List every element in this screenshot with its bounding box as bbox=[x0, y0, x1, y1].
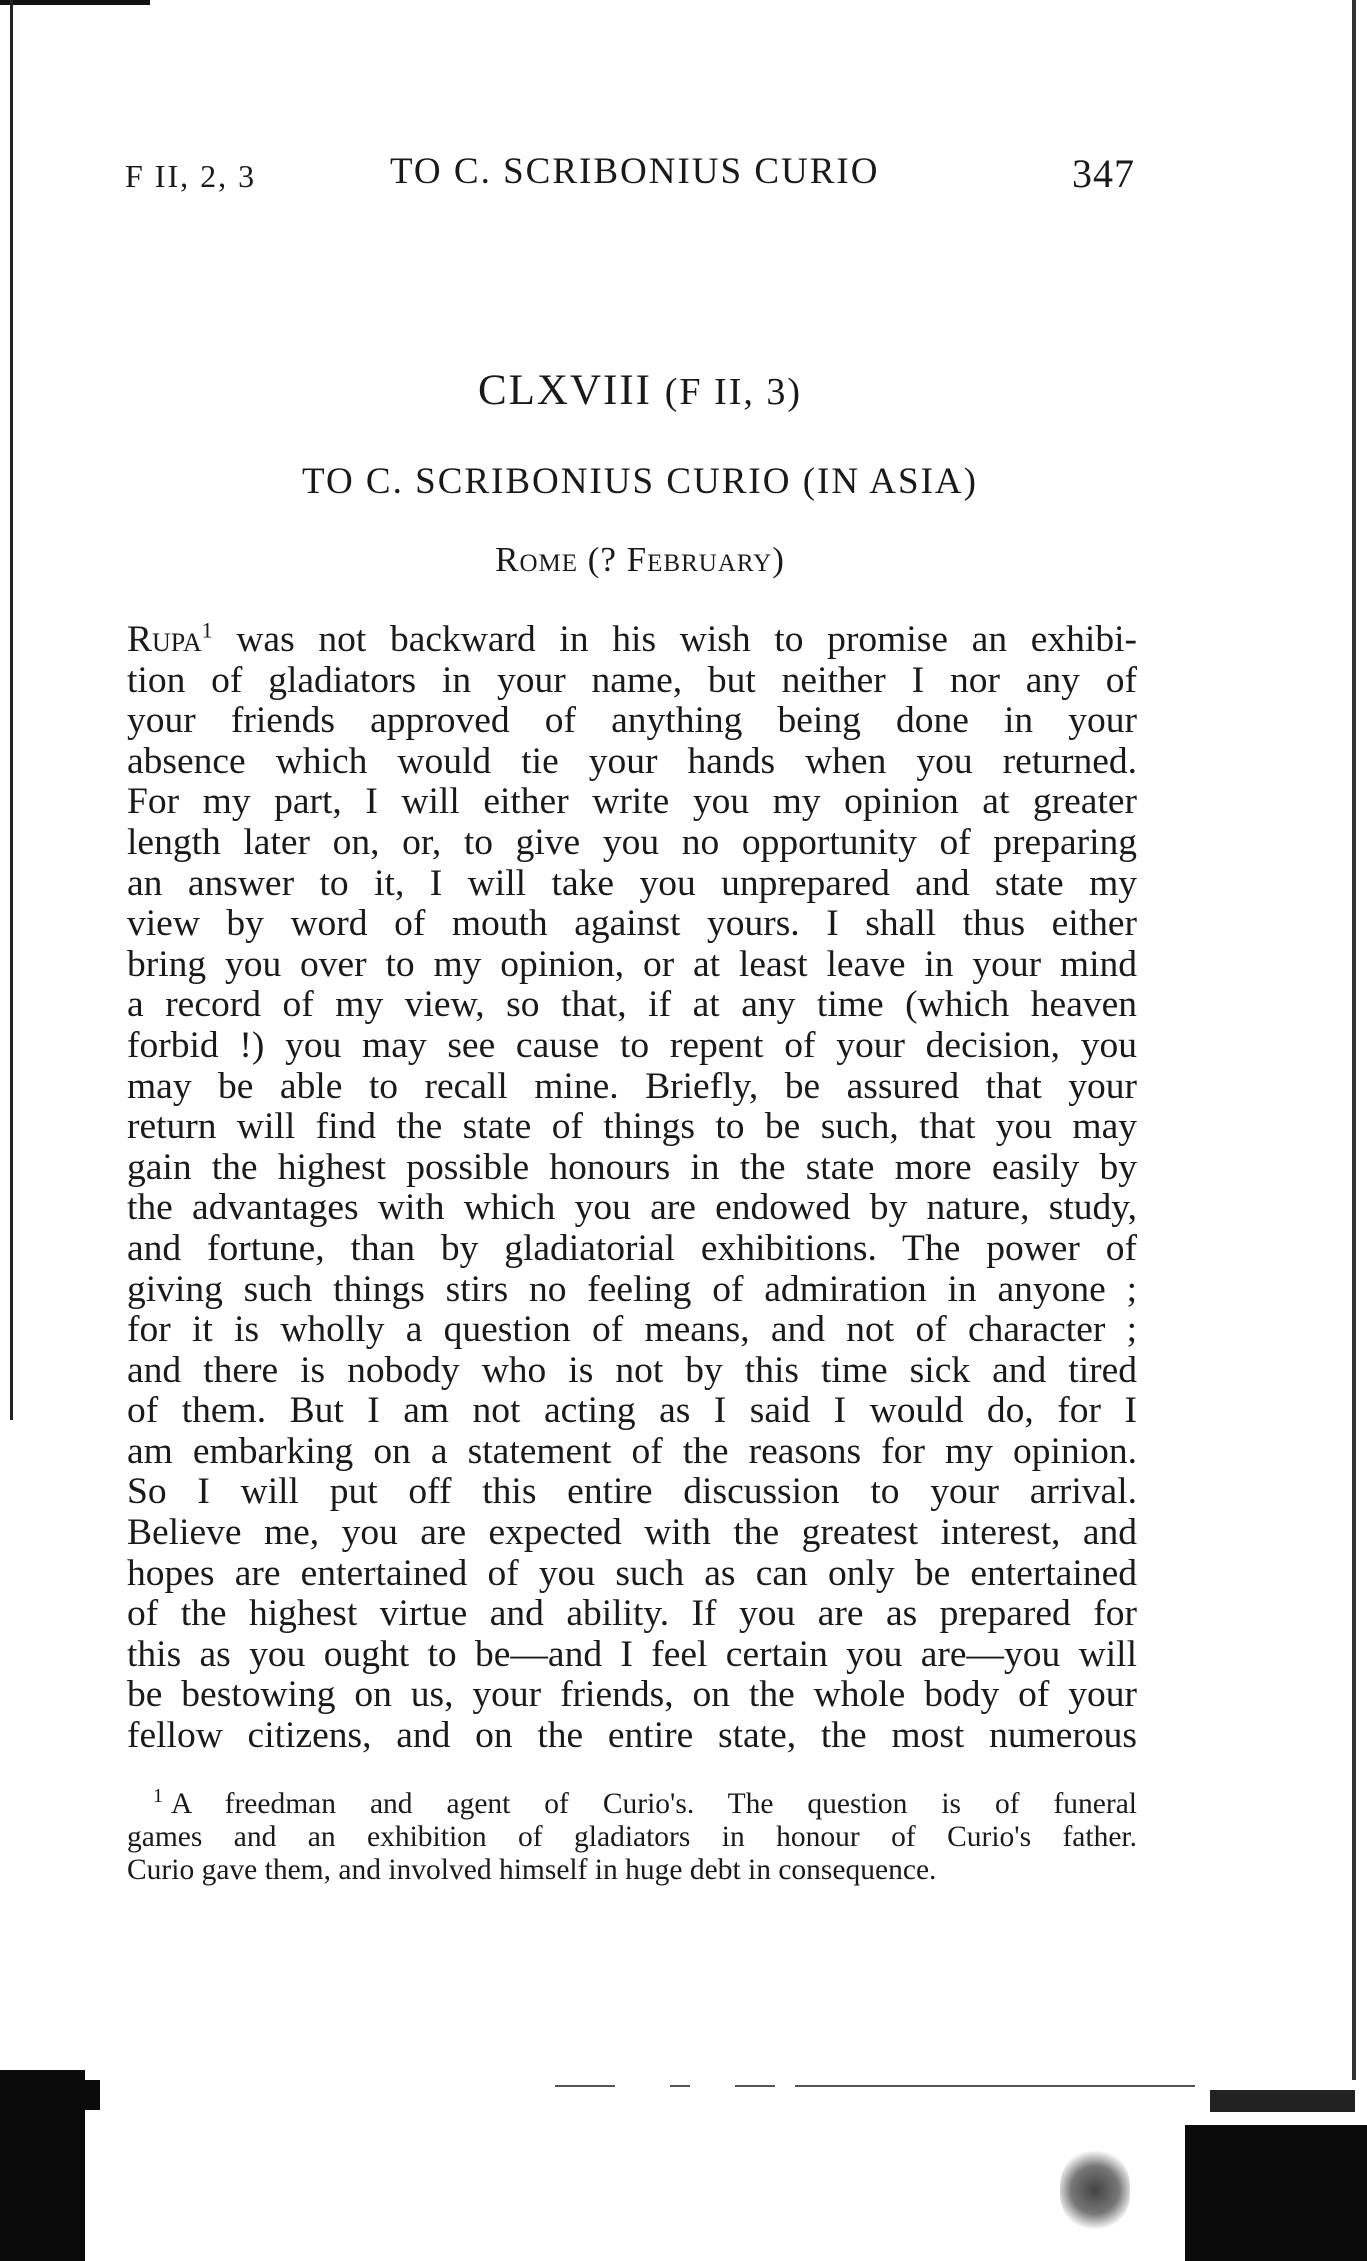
body-line: For my part, I will either write you my opinion at greater bbox=[127, 781, 1137, 823]
body-line: an answer to it, I will take you unprepared and state my bbox=[127, 862, 1137, 904]
body-line-text: was not backward in his wish to promise an exhibi- bbox=[212, 619, 1137, 660]
letter-body bbox=[127, 617, 1137, 1757]
body-line: bring you over to my opinion, or at least leave in your mind bbox=[127, 943, 1137, 985]
scan-corner-bottom-right-top bbox=[1210, 2090, 1355, 2112]
body-line: length later on, or, to give you no opportunity of preparing bbox=[127, 821, 1137, 863]
scan-edge-right bbox=[1352, 0, 1356, 2080]
body-line: a record of my view, so that, if at any time (which heaven bbox=[127, 984, 1137, 1026]
body-line: forbid !) you may see cause to repent of your decision, you bbox=[127, 1024, 1137, 1066]
scan-dash bbox=[555, 2085, 615, 2087]
body-line: may be able to recall mine. Briefly, be assured that your bbox=[127, 1065, 1137, 1107]
footnote-line-text: A freedman and agent of Curio's. The question is of funeral bbox=[171, 1788, 1137, 1820]
body-line: this as you ought to be—and I feel certain you are—you will bbox=[127, 1633, 1137, 1675]
body-line: giving such things stirs no feeling of admiration in anyone ; bbox=[127, 1268, 1137, 1310]
body-line: be bestowing on us, your friends, on the whole body of your bbox=[127, 1674, 1137, 1716]
footnote bbox=[127, 1785, 1137, 1887]
running-head-reference: F II, 2, 3 bbox=[125, 158, 257, 194]
body-line: view by word of mouth against yours. I shall thus either bbox=[127, 903, 1137, 945]
running-head-title: TO C. SCRIBONIUS CURIO bbox=[390, 151, 880, 192]
body-line: and fortune, than by gladiatorial exhibitions. The power of bbox=[127, 1227, 1137, 1269]
body-line: and there is nobody who is not by this time sick and tired bbox=[127, 1349, 1137, 1391]
footnote-line: games and an exhibition of gladiators in honour of Curio's father. bbox=[127, 1821, 1137, 1853]
footnote-line bbox=[127, 1785, 1137, 1821]
letter-number: CLXVIII bbox=[477, 367, 652, 414]
body-line: tion of gladiators in your name, but neither I nor any of bbox=[127, 659, 1137, 701]
body-line bbox=[127, 617, 1137, 661]
scan-corner-bottom-left bbox=[0, 2070, 85, 2261]
body-line: for it is wholly a question of means, and not of character ; bbox=[127, 1309, 1137, 1351]
letter-addressee: TO C. SCRIBONIUS CURIO (IN ASIA) bbox=[302, 461, 978, 502]
scan-dash bbox=[795, 2085, 1195, 2087]
letter-reference: (F II, 3) bbox=[664, 371, 803, 413]
body-line: of the highest virtue and ability. If you are as prepared for bbox=[127, 1593, 1137, 1635]
scan-dash bbox=[670, 2085, 690, 2087]
body-line: So I will put off this entire discussion to your arrival. bbox=[127, 1471, 1137, 1513]
letter-number-heading bbox=[0, 366, 1280, 415]
body-line: your friends approved of anything being done in your bbox=[127, 700, 1137, 742]
body-line: hopes are entertained of you such as can only be entertained bbox=[127, 1552, 1137, 1594]
page-number: 347 bbox=[1072, 151, 1135, 196]
scan-corner-bottom-right bbox=[1185, 2125, 1367, 2261]
body-line: Believe me, you are expected with the greatest interest, and bbox=[127, 1512, 1137, 1554]
scan-edge-top-left bbox=[0, 0, 150, 5]
body-line: am embarking on a statement of the reasons for my opinion. bbox=[127, 1430, 1137, 1472]
body-line: of them. But I am not acting as I said I would do, for I bbox=[127, 1390, 1137, 1432]
lead-word: Rupa bbox=[127, 619, 202, 660]
body-line: fellow citizens, and on the entire state, the most numerous bbox=[127, 1715, 1137, 1757]
body-line: return will find the state of things to be such, that you may bbox=[127, 1106, 1137, 1148]
scan-edge-left bbox=[10, 0, 13, 1420]
running-head bbox=[125, 150, 1135, 200]
body-line: absence which would tie your hands when you returned. bbox=[127, 740, 1137, 782]
footnote-line: Curio gave them, and involved himself in huge debt in consequence. bbox=[127, 1854, 937, 1886]
letter-place-date: Rome (? February) bbox=[495, 540, 785, 579]
footnote-mark: 1 bbox=[153, 1785, 163, 1808]
scan-stain bbox=[1060, 2150, 1130, 2230]
footnote-reference: 1 bbox=[201, 617, 213, 643]
body-line: the advantages with which you are endowed by nature, study, bbox=[127, 1187, 1137, 1229]
scan-dash bbox=[735, 2085, 775, 2087]
body-line: gain the highest possible honours in the state more easily by bbox=[127, 1146, 1137, 1188]
